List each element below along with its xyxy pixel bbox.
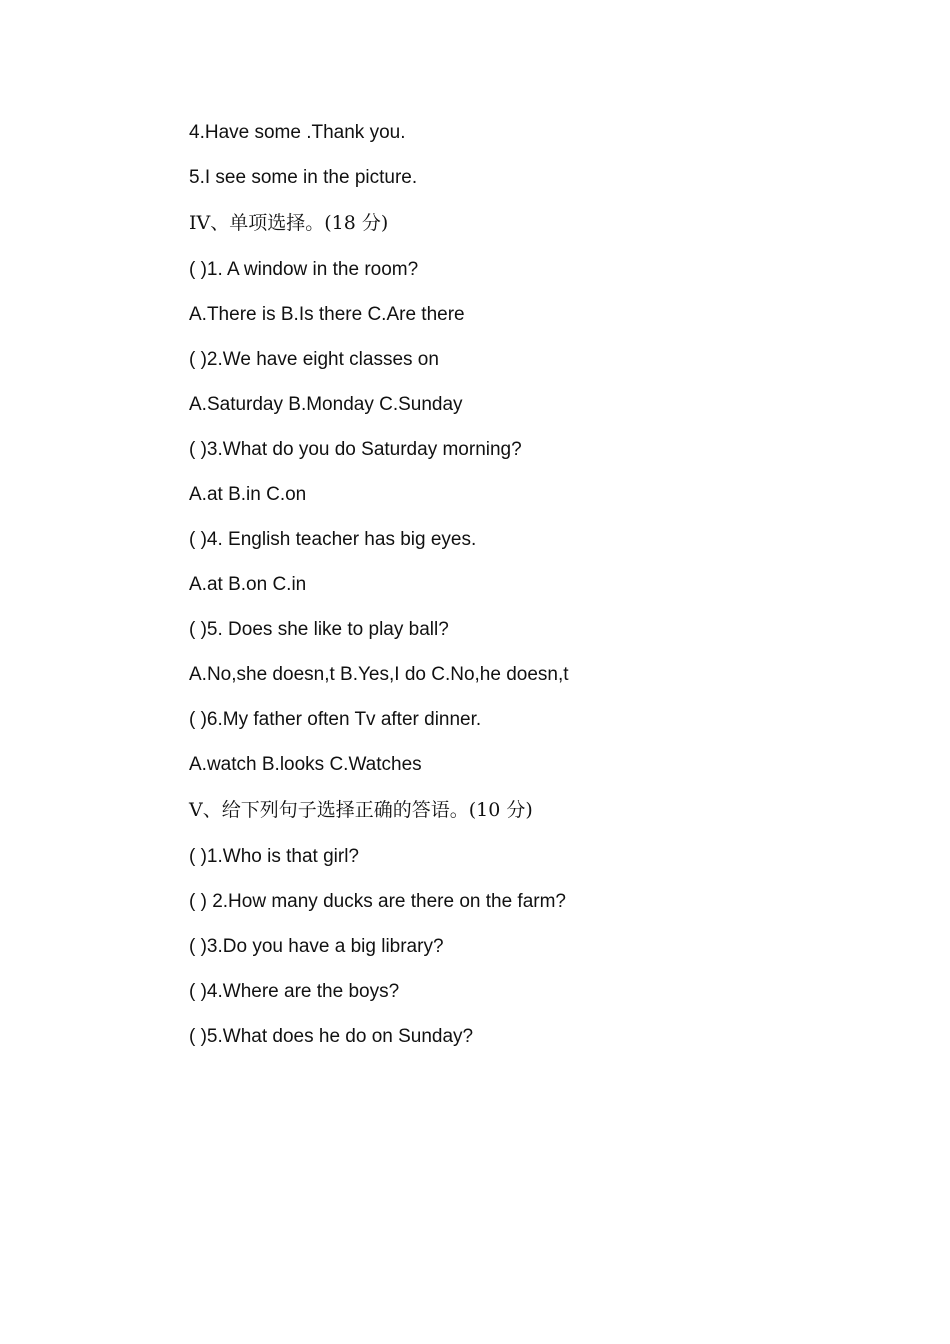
question-line: 4.Have some .Thank you. xyxy=(189,122,406,143)
question-line: ( )3.What do you do Saturday morning? xyxy=(189,439,522,460)
answer-options-line: A.at B.on C.in xyxy=(189,574,307,595)
question-line: ( )1. A window in the room? xyxy=(189,259,419,280)
question-line: ( ) 2.How many ducks are there on the farm? xyxy=(189,891,566,912)
question-line: ( )4. English teacher has big eyes. xyxy=(189,529,477,550)
answer-options-line: A.watch B.looks C.Watches xyxy=(189,754,422,775)
question-line: ( )5. Does she like to play ball? xyxy=(189,619,449,640)
question-line: ( )2.We have eight classes on xyxy=(189,349,439,370)
document-body xyxy=(189,118,869,1067)
question-line: ( )4.Where are the boys? xyxy=(189,981,400,1002)
answer-options-line: A.There is B.Is there C.Are there xyxy=(189,304,465,325)
question-line: 5.I see some in the picture. xyxy=(189,167,418,188)
section-heading-v: V、给下列句子选择正确的答语。(10 分) xyxy=(189,799,533,821)
question-line: ( )5.What does he do on Sunday? xyxy=(189,1026,474,1047)
answer-options-line: A.No,she doesn,t B.Yes,I do C.No,he doesn,t xyxy=(189,664,569,685)
question-line: ( )6.My father often Tv after dinner. xyxy=(189,709,482,730)
question-line: ( )3.Do you have a big library? xyxy=(189,936,444,957)
answer-options-line: A.at B.in C.on xyxy=(189,484,307,505)
question-line: ( )1.Who is that girl? xyxy=(189,846,359,867)
section-heading-iv: IV、单项选择。(18 分) xyxy=(189,212,389,234)
answer-options-line: A.Saturday B.Monday C.Sunday xyxy=(189,394,463,415)
